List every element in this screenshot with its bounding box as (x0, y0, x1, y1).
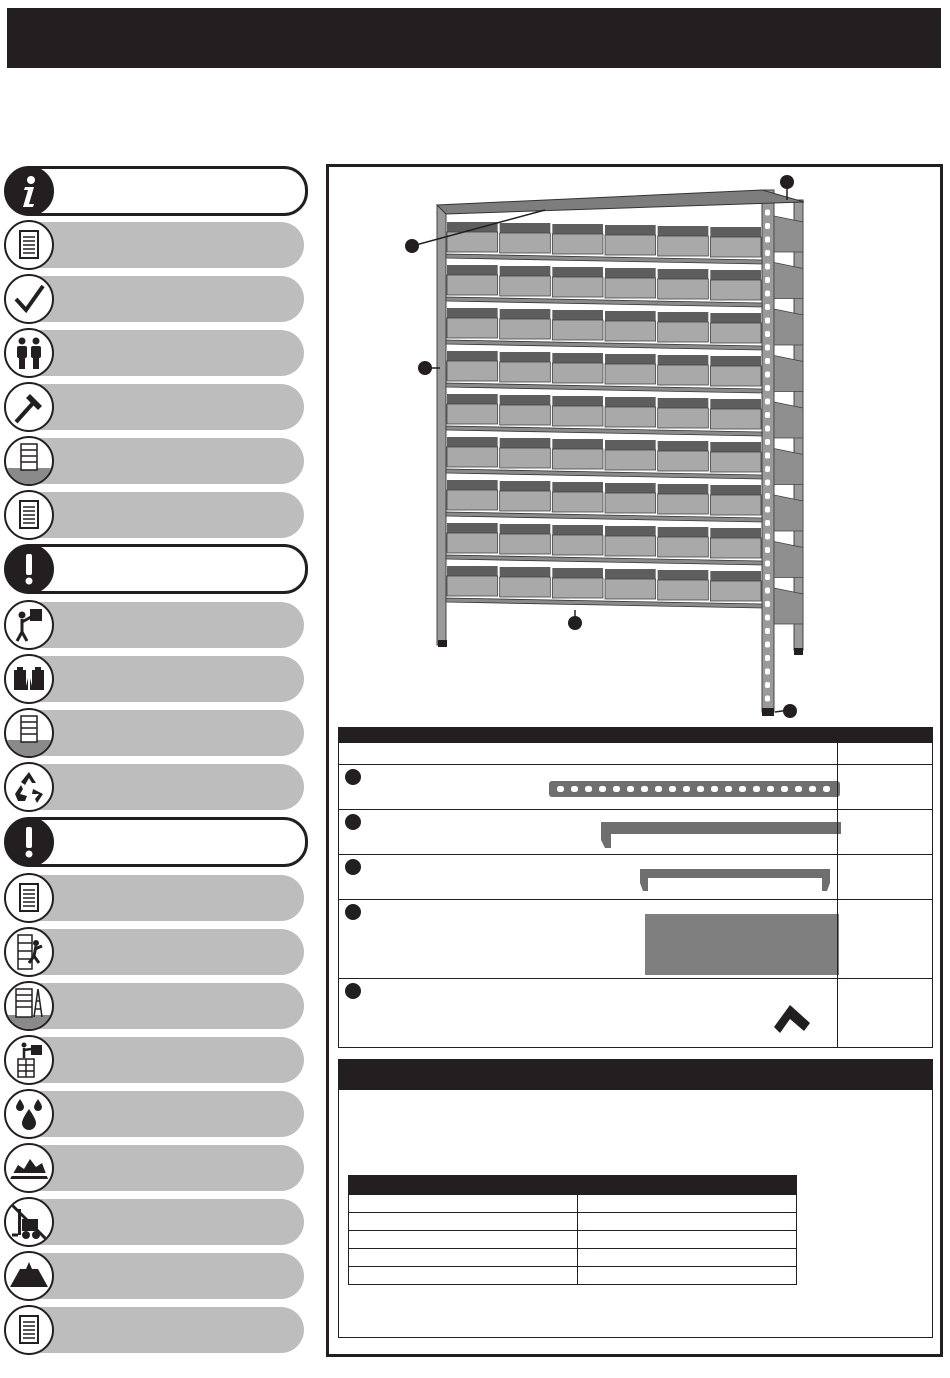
part-number-badge (345, 814, 361, 830)
sidebar-item-document-4[interactable] (4, 1305, 304, 1355)
overload-icon (4, 1035, 54, 1085)
uneven-floor-icon (4, 1251, 54, 1301)
table-row (348, 1213, 797, 1231)
sidebar-item-shelf-ladder[interactable] (4, 981, 304, 1031)
sidebar-item-uneven-floor[interactable] (4, 1143, 304, 1193)
part-number-badge (345, 904, 361, 920)
sidebar-item-document-3[interactable] (4, 873, 304, 923)
parts-list (338, 727, 933, 1048)
parts-subheader (338, 743, 933, 765)
part-row (338, 900, 933, 979)
part-number-badge (345, 983, 361, 999)
no-forklift-icon (4, 1197, 54, 1247)
sidebar-item-overload[interactable] (4, 1035, 304, 1085)
shelf-board-image (645, 914, 839, 975)
part-row (338, 765, 933, 810)
table-row (348, 1195, 797, 1213)
callout-marker (568, 616, 582, 630)
callout-marker (418, 361, 432, 375)
sidebar-item-uneven-floor-2[interactable] (4, 1251, 304, 1301)
callout-marker (405, 239, 419, 253)
load-capacity-header (338, 1059, 933, 1090)
table-row (348, 1249, 797, 1267)
short-beam-image (640, 869, 830, 893)
shelf-ladder-icon (4, 981, 54, 1031)
sidebar-item-warning-2[interactable] (4, 817, 304, 867)
table-row (348, 1231, 797, 1249)
upright-post-image (549, 781, 840, 797)
document-icon (4, 873, 54, 923)
sidebar-item-water[interactable] (4, 1089, 304, 1139)
load-capacity-table (348, 1175, 797, 1285)
sidebar-item-no-forklift[interactable] (4, 1197, 304, 1247)
uneven-floor-icon (4, 1143, 54, 1193)
document-icon (4, 1305, 54, 1355)
callout-marker (780, 175, 794, 189)
part-row (338, 810, 933, 855)
parts-header (338, 727, 933, 743)
long-beam-image (601, 822, 841, 850)
foot-cap-image (772, 1001, 812, 1037)
no-climbing-icon (4, 927, 54, 977)
sidebar-item-recycle[interactable] (4, 762, 304, 812)
water-drops-icon (4, 1089, 54, 1139)
recycle-icon (4, 762, 54, 812)
load-table-header (348, 1175, 797, 1195)
sidebar-item-no-climbing[interactable] (4, 927, 304, 977)
part-number-badge (345, 859, 361, 875)
callout-marker (783, 704, 797, 718)
part-number-badge (345, 769, 361, 785)
table-row (348, 1267, 797, 1285)
part-row (338, 979, 933, 1048)
warning-icon (4, 817, 54, 867)
part-row (338, 855, 933, 900)
